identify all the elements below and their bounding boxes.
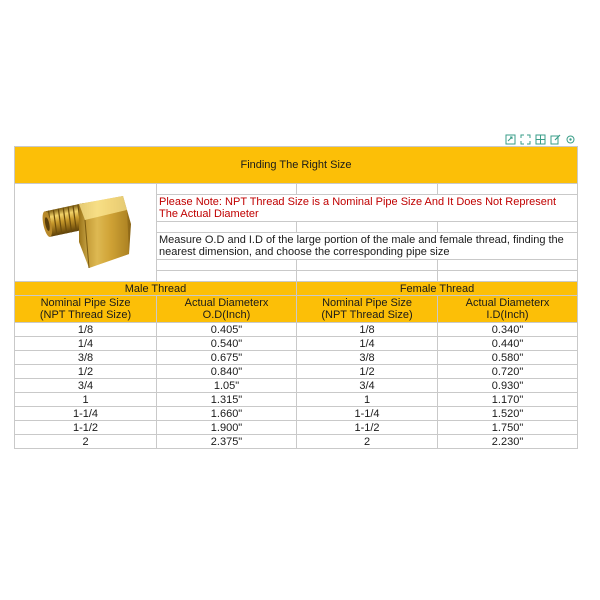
header-line: (NPT Thread Size) [321, 309, 413, 321]
header-line: Nominal Pipe Size [322, 297, 412, 309]
header-line: O.D(Inch) [202, 309, 251, 321]
table-row [15, 365, 578, 379]
female-actual-cell: 1.520" [438, 407, 578, 421]
header-line: I.D(Inch) [486, 309, 529, 321]
empty-cell [297, 271, 438, 282]
female-nominal-cell: 3/4 [297, 379, 438, 393]
empty-cell [438, 184, 578, 195]
header-line: Actual Diameterx [184, 297, 269, 309]
male-actual-cell: 0.840" [157, 365, 297, 379]
table-row [15, 393, 578, 407]
male-actual-cell: 0.675" [157, 351, 297, 365]
female-nominal-cell: 1/2 [297, 365, 438, 379]
column-header-male-nominal [15, 296, 157, 323]
female-nominal-cell: 1/4 [297, 337, 438, 351]
male-nominal-cell: 1/2 [15, 365, 157, 379]
female-actual-cell: 1.170" [438, 393, 578, 407]
grid-icon[interactable] [535, 132, 546, 143]
male-nominal-cell: 1-1/4 [15, 407, 157, 421]
empty-cell [438, 222, 578, 233]
table-title: Finding The Right Size [15, 147, 578, 184]
male-actual-cell: 1.315" [157, 393, 297, 407]
edit-icon[interactable] [550, 132, 561, 143]
female-nominal-cell: 2 [297, 435, 438, 449]
female-nominal-cell: 1/8 [297, 323, 438, 337]
size-chart-table [14, 146, 578, 449]
female-thread-header: Female Thread [297, 282, 578, 296]
table-row [15, 407, 578, 421]
female-actual-cell: 1.750" [438, 421, 578, 435]
column-header-female-actual [438, 296, 578, 323]
female-nominal-cell: 3/8 [297, 351, 438, 365]
male-nominal-cell: 2 [15, 435, 157, 449]
column-header-female-nominal [297, 296, 438, 323]
brass-fitting-image [31, 186, 141, 276]
male-actual-cell: 0.540" [157, 337, 297, 351]
male-thread-header: Male Thread [15, 282, 297, 296]
male-nominal-cell: 1/8 [15, 323, 157, 337]
empty-cell [157, 222, 297, 233]
empty-cell [157, 271, 297, 282]
table-row [15, 351, 578, 365]
empty-cell [297, 184, 438, 195]
male-nominal-cell: 3/4 [15, 379, 157, 393]
female-actual-cell: 2.230" [438, 435, 578, 449]
empty-cell [157, 260, 297, 271]
empty-cell [438, 260, 578, 271]
table-row [15, 323, 578, 337]
male-nominal-cell: 1-1/2 [15, 421, 157, 435]
male-actual-cell: 1.05" [157, 379, 297, 393]
header-line: (NPT Thread Size) [39, 309, 132, 321]
expand-icon[interactable] [520, 132, 531, 143]
header-line: Nominal Pipe Size [40, 297, 131, 309]
female-actual-cell: 0.930" [438, 379, 578, 393]
settings-icon[interactable] [565, 132, 576, 143]
female-actual-cell: 0.580" [438, 351, 578, 365]
title-row [15, 147, 578, 184]
empty-cell [297, 260, 438, 271]
female-actual-cell: 0.440" [438, 337, 578, 351]
empty-cell [438, 271, 578, 282]
female-actual-cell: 0.720" [438, 365, 578, 379]
image-row [15, 184, 578, 195]
female-actual-cell: 0.340" [438, 323, 578, 337]
product-image-cell [15, 184, 157, 282]
male-nominal-cell: 1/4 [15, 337, 157, 351]
female-nominal-cell: 1-1/4 [297, 407, 438, 421]
toolbar [505, 131, 576, 143]
male-actual-cell: 1.900" [157, 421, 297, 435]
female-nominal-cell: 1-1/2 [297, 421, 438, 435]
male-actual-cell: 2.375" [157, 435, 297, 449]
note-text: Please Note: NPT Thread Size is a Nominal Pipe Size And It Does Not Represent The Actual Diameter [157, 195, 578, 222]
export-icon[interactable] [505, 132, 516, 143]
header-line: Actual Diameterx [465, 297, 550, 309]
empty-cell [297, 222, 438, 233]
instruction-text: Measure O.D and I.D of the large portion of the male and female thread, finding the nearest dimension, and choose the corresponding pipe size [157, 233, 578, 260]
male-nominal-cell: 3/8 [15, 351, 157, 365]
table-row [15, 379, 578, 393]
male-nominal-cell: 1 [15, 393, 157, 407]
column-header-male-actual [157, 296, 297, 323]
empty-cell [157, 184, 297, 195]
table-row [15, 421, 578, 435]
male-actual-cell: 0.405" [157, 323, 297, 337]
male-actual-cell: 1.660" [157, 407, 297, 421]
table-row [15, 337, 578, 351]
group-header-row [15, 282, 578, 296]
female-nominal-cell: 1 [297, 393, 438, 407]
column-header-row [15, 296, 578, 323]
table-row [15, 435, 578, 449]
